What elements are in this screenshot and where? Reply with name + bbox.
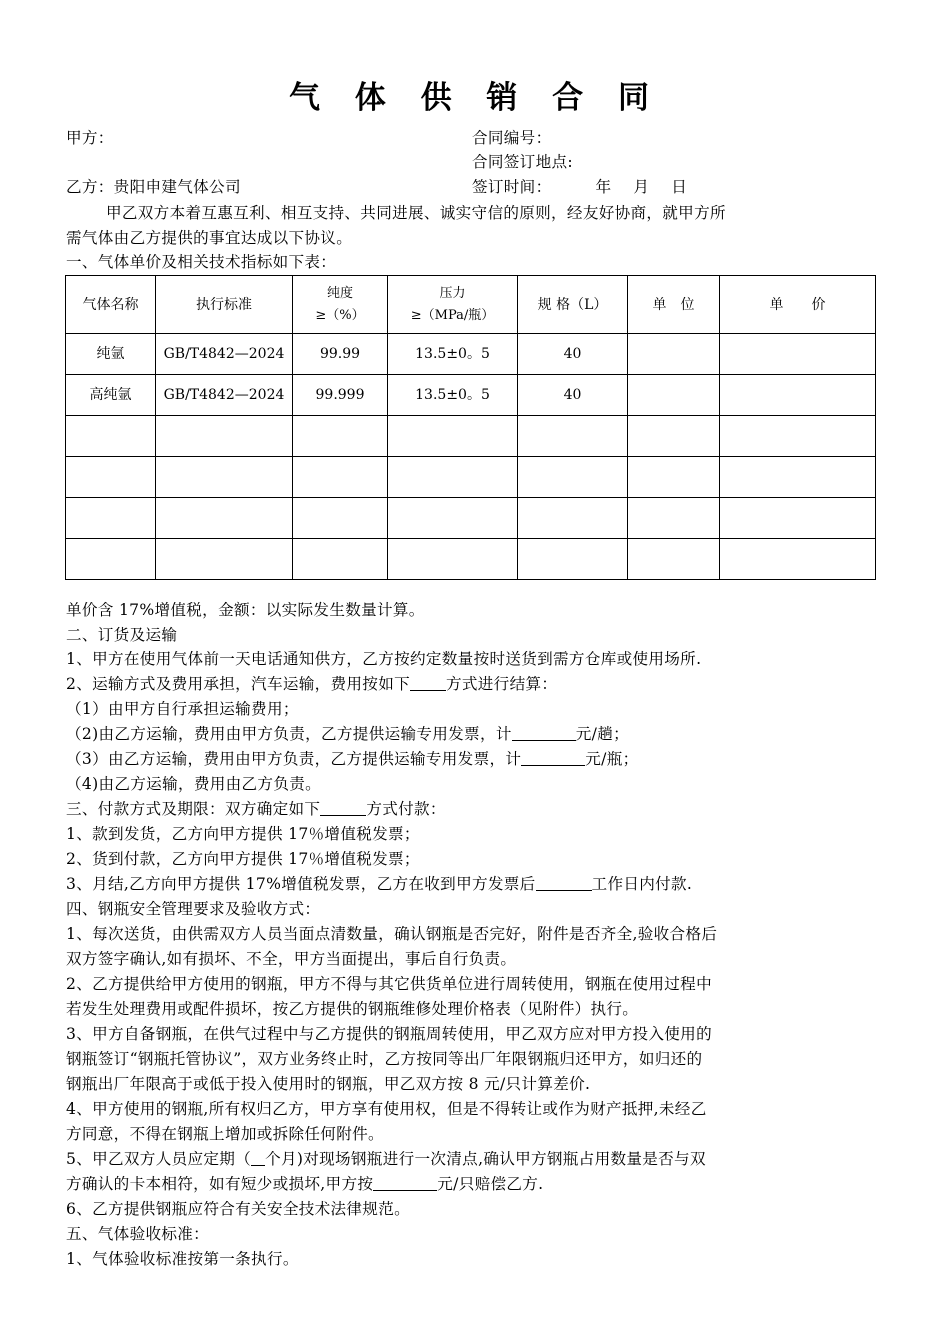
cell-purity: 99.999 bbox=[293, 375, 388, 416]
clause-2-2: 2、运输方式及费用承担，汽车运输，费用按如下 方式进行结算： bbox=[66, 675, 558, 693]
clause-4-6: 6、乙方提供钢瓶应符合有关安全技术法律规范。 bbox=[66, 1200, 410, 1218]
clause-4-2-line-2: 若发生处理费用或配件损坏，按乙方提供的钢瓶维修处理价格表（见附件）执行。 bbox=[66, 1000, 639, 1018]
clause-5-1: 1、气体验收标准按第一条执行。 bbox=[66, 1250, 299, 1268]
clause-2-1: 1、甲方在使用气体前一天电话通知供方，乙方按约定数量按时送货到需方仓库或使用场所. bbox=[66, 650, 702, 668]
blank-field bbox=[410, 674, 446, 691]
cell-pressure: 13.5±0。5 bbox=[388, 334, 518, 375]
table-header-row bbox=[66, 276, 876, 334]
clause-4-5-line-2: 方确认的卡本相符，如有短少或损坏,甲方按 元/只赔偿乙方. bbox=[66, 1175, 544, 1193]
clause-4-3-line-2: 钢瓶签订“钢瓶托管协议”，双方业务终止时，乙方按同等出厂年限钢瓶归还甲方，如归还的 bbox=[66, 1050, 703, 1068]
table-row bbox=[66, 334, 876, 375]
transport-option-2: （2)由乙方运输，费用由甲方负责，乙方提供运输专用发票，计 元/趟； bbox=[66, 725, 629, 743]
cell-spec: 40 bbox=[518, 375, 628, 416]
clause-4-1-line-2: 双方签字确认,如有损坏、不全，甲方当面提出，事后自行负责。 bbox=[66, 950, 517, 968]
table-row bbox=[66, 375, 876, 416]
signing-time-row bbox=[472, 175, 687, 199]
header-pressure: 压力 ≥（MPa/瓶） bbox=[388, 276, 518, 334]
clause-4-3-line-1: 3、甲方自备钢瓶，在供气过程中与乙方提供的钢瓶周转使用，甲乙双方应对甲方投入使用的 bbox=[66, 1025, 712, 1043]
transport-option-4: （4)由乙方运输，费用由乙方负责。 bbox=[66, 775, 322, 793]
cell-gas: 纯氩 bbox=[66, 334, 156, 375]
cell-unit bbox=[628, 375, 720, 416]
price-note: 单价含 17%增值税，金额：以实际发生数量计算。 bbox=[66, 601, 425, 619]
cell-price bbox=[720, 334, 876, 375]
clause-3-1: 1、款到发货，乙方向甲方提供 17％增值税发票； bbox=[66, 825, 420, 843]
cell-gas: 高纯氩 bbox=[66, 375, 156, 416]
signing-time-label: 签订时间： bbox=[472, 178, 552, 196]
header-unit: 单 位 bbox=[628, 276, 720, 334]
header-spec: 规 格（L） bbox=[518, 276, 628, 334]
header-standard: 执行标准 bbox=[156, 276, 293, 334]
cell-pressure: 13.5±0。5 bbox=[388, 375, 518, 416]
section-2-heading: 二、订货及运输 bbox=[66, 626, 178, 644]
clause-4-2-line-1: 2、乙方提供给甲方使用的钢瓶，甲方不得与其它供货单位进行周转使用，钢瓶在使用过程中 bbox=[66, 975, 712, 993]
cell-unit bbox=[628, 334, 720, 375]
document-title: 气 体 供 销 合 同 bbox=[289, 80, 661, 116]
cell-standard: GB/T4842—2024 bbox=[156, 375, 293, 416]
section-4-heading: 四、钢瓶安全管理要求及验收方式： bbox=[66, 900, 321, 918]
blank-field bbox=[373, 1174, 437, 1191]
blank-field bbox=[521, 749, 585, 766]
section-5-heading: 五、气体验收标准： bbox=[66, 1225, 210, 1243]
clause-3-2: 2、货到付款，乙方向甲方提供 17％增值税发票； bbox=[66, 850, 420, 868]
signing-day-label: 日 bbox=[671, 178, 688, 196]
section-3-heading: 三、付款方式及期限：双方确定如下 方式付款： bbox=[66, 800, 446, 818]
contract-number-label: 合同编号： bbox=[472, 129, 552, 147]
intro-line-1: 甲乙双方本着互惠互利、相互支持、共同进展、诚实守信的原则，经友好协商，就甲方所 bbox=[106, 204, 726, 222]
clause-4-4-line-2: 方同意，不得在钢瓶上增加或拆除任何附件。 bbox=[66, 1125, 384, 1143]
signing-month-label: 月 bbox=[633, 178, 650, 196]
cell-purity: 99.99 bbox=[293, 334, 388, 375]
transport-option-3: （3）由乙方运输，费用由甲方负责，乙方提供运输专用发票，计 元/瓶； bbox=[66, 750, 639, 768]
blank-field bbox=[251, 1149, 265, 1166]
party-a-label: 甲方： bbox=[66, 129, 114, 147]
signing-year-label: 年 bbox=[595, 178, 612, 196]
empty-table-row bbox=[66, 498, 876, 539]
signing-place-label: 合同签订地点: bbox=[472, 153, 573, 171]
empty-table-row bbox=[66, 457, 876, 498]
blank-field bbox=[320, 799, 366, 816]
clause-3-3: 3、月结,乙方向甲方提供 17%增值税发票，乙方在收到甲方发票后 工作日内付款. bbox=[66, 875, 693, 893]
section-1-heading: 一、气体单价及相关技术指标如下表： bbox=[66, 253, 337, 271]
cell-standard: GB/T4842—2024 bbox=[156, 334, 293, 375]
party-b-label: 乙方：贵阳申建气体公司 bbox=[66, 178, 241, 196]
header-price: 单 价 bbox=[720, 276, 876, 334]
empty-table-row bbox=[66, 539, 876, 580]
clause-4-4-line-1: 4、甲方使用的钢瓶,所有权归乙方，甲方享有使用权，但是不得转让或作为财产抵押,未经乙 bbox=[66, 1100, 707, 1118]
clause-4-1-line-1: 1、每次送货，由供需双方人员当面点清数量，确认钢瓶是否完好，附件是否齐全,验收合格后 bbox=[66, 925, 718, 943]
transport-option-1: （1）由甲方自行承担运输费用； bbox=[66, 700, 299, 718]
cell-spec: 40 bbox=[518, 334, 628, 375]
header-gas-name: 气体名称 bbox=[66, 276, 156, 334]
blank-field bbox=[536, 874, 592, 891]
clause-4-5-line-1: 5、甲乙双方人员应定期（ 个月)对现场钢瓶进行一次清点,确认甲方钢瓶占用数量是否与双 bbox=[66, 1150, 706, 1168]
clause-4-3-line-3: 钢瓶出厂年限高于或低于投入使用时的钢瓶，甲乙双方按 8 元/只计算差价. bbox=[66, 1075, 591, 1093]
empty-table-row bbox=[66, 416, 876, 457]
blank-field bbox=[512, 724, 576, 741]
cell-price bbox=[720, 375, 876, 416]
gas-spec-table bbox=[65, 275, 876, 580]
intro-line-2: 需气体由乙方提供的事宜达成以下协议。 bbox=[66, 229, 353, 247]
header-purity: 纯度 ≥（%） bbox=[293, 276, 388, 334]
